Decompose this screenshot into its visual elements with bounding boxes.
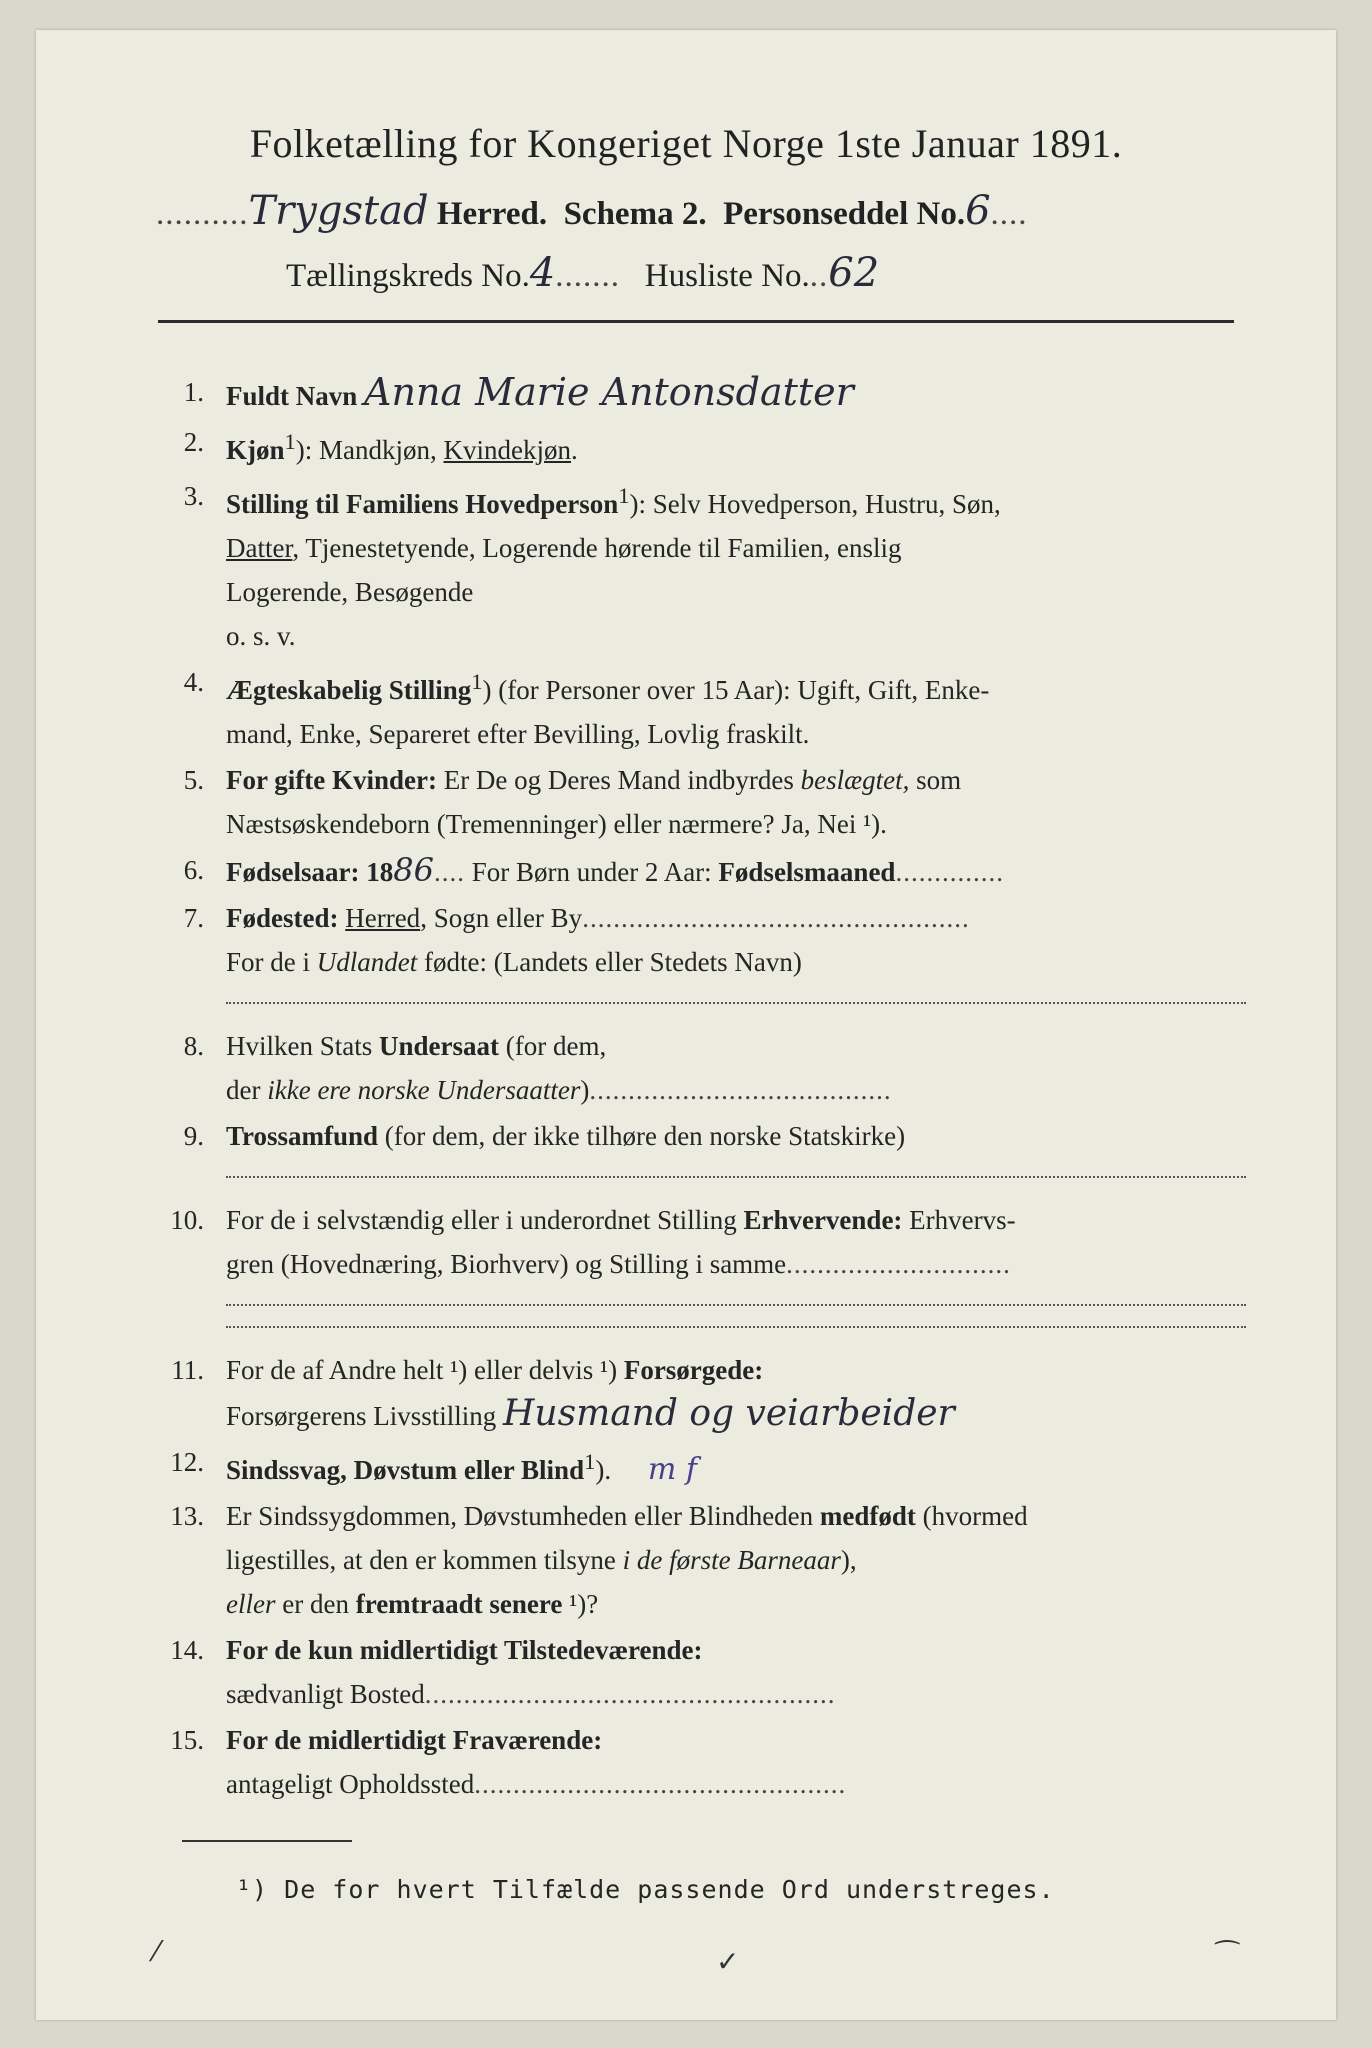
question-text: ): Selv Hovedperson, Hustru, Søn, [629, 489, 1001, 519]
question-text: Hvilken Stats [226, 1031, 379, 1061]
question-label: For de midlertidigt Fraværende: [226, 1725, 603, 1755]
question-list [156, 370, 1246, 1808]
question-number: 7. [183, 903, 204, 933]
question-number: 4. [183, 667, 204, 697]
question-text: ), [840, 1545, 857, 1575]
header-line-herred: ..........Trygstad Herred. Schema 2. Personseddel No.6.... [156, 188, 1028, 234]
question-text: Logerende, Besøgende [226, 577, 474, 607]
answer-line [226, 1304, 1246, 1306]
personseddel-label: Personseddel No. [723, 196, 966, 232]
question-text: (hvormed [915, 1501, 1028, 1531]
question-label: Ægteskabelig Stilling [226, 675, 472, 705]
question-text: For de af Andre helt ¹) eller delvis ¹) [226, 1355, 624, 1385]
footnote-ref: 1 [618, 483, 630, 508]
question-text: Forsørgerens Livsstilling [226, 1401, 497, 1431]
question-6: 6. Fødselsaar: 1886.... For Børn under 2 Aar: Fødselsmaaned.............. [156, 848, 1246, 894]
footnote-ref: 1 [471, 669, 483, 694]
question-12 [156, 1440, 1246, 1492]
question-number: 1. [183, 377, 204, 407]
question-label: For de kun midlertidigt Tilstedeværende: [226, 1635, 703, 1665]
question-label: For gifte Kvinder: [226, 765, 437, 795]
selected-option: Kvindekjøn [443, 435, 572, 465]
question-text: Er De og Deres Mand indbyrdes [436, 765, 801, 795]
selected-option: Herred [345, 903, 421, 933]
question-7: 7. Fødested: Herred, Sogn eller By.................................................. For de i Udlandet fødte: (Landets eller Stedets Navn) [156, 896, 1246, 1004]
question-label: Trossamfund [226, 1121, 379, 1151]
question-text: For de i selvstændig eller i underordnet Stilling [226, 1205, 744, 1235]
question-text: sædvanligt Bosted [226, 1679, 425, 1709]
question-text: ) (for Personer over 15 Aar): Ugift, Gift, Enke- [482, 675, 990, 705]
question-5 [156, 758, 1246, 846]
question-number: 12. [170, 1447, 204, 1477]
schema-label: Schema 2. [563, 196, 707, 232]
question-text: ). [595, 1455, 612, 1485]
question-text: (for dem, [499, 1031, 607, 1061]
question-label: Fuldt Navn [226, 381, 358, 411]
question-text: ¹)? [562, 1589, 599, 1619]
pencil-check-mark: ✓ [716, 1945, 740, 1978]
taellingskreds-number: 4 [529, 250, 556, 296]
question-number: 15. [170, 1725, 204, 1755]
question-label: Forsørgede: [623, 1355, 764, 1385]
taellingskreds-label: Tællingskreds No. [286, 258, 530, 294]
question-number: 2. [183, 427, 204, 457]
question-text: Næstsøskendeborn (Tremenninger) eller nærmere? Ja, Nei ¹). [226, 809, 887, 839]
question-text: o. s. v. [226, 621, 296, 651]
question-text: der [226, 1075, 268, 1105]
question-1 [156, 370, 1246, 418]
birth-year-value: 86 [393, 851, 434, 889]
question-text: eller [226, 1589, 276, 1619]
question-13 [156, 1494, 1246, 1626]
handwritten-mark: m f [647, 1452, 697, 1487]
question-text: ikke ere norske Undersaatter [267, 1075, 581, 1105]
question-text: Er Sindssygdommen, Døvstumheden eller Blindheden [226, 1501, 820, 1531]
question-label: Stilling til Familiens Hovedperson [226, 489, 619, 519]
question-8: 8. Hvilken Stats Undersaat (for dem, der ikke ere norske Undersaatter)....................................... [156, 1024, 1246, 1112]
header-rule [158, 320, 1234, 323]
footnote: ¹) De for hvert Tilfælde passende Ord understreges. [236, 1875, 1055, 1904]
question-text: mand, Enke, Separeret efter Bevilling, Lovlig fraskilt. [226, 719, 810, 749]
question-text: i de første Barneaar [622, 1545, 841, 1575]
question-text: ): Mandkjøn, [295, 435, 444, 465]
question-text: For Børn under 2 Aar: [464, 857, 719, 887]
question-label: Undersaat [379, 1031, 499, 1061]
question-text: Udlandet [316, 947, 418, 977]
question-label: Fødselsaar: 18 [226, 857, 394, 887]
header-line-kreds: Tællingskreds No.4....... Husliste No...62 [286, 250, 880, 296]
question-text: gren (Hovednæring, Biorhverv) og Stilling i samme [226, 1249, 787, 1279]
question-text: er den [275, 1589, 356, 1619]
husliste-label: Husliste No. [644, 258, 810, 294]
question-text: beslægtet, [800, 765, 910, 795]
question-number: 8. [183, 1031, 204, 1061]
question-label: Erhvervende: [743, 1205, 903, 1235]
question-number: 11. [171, 1355, 204, 1385]
herred-label: Herred. [436, 196, 548, 232]
question-text: ligestilles, at den er kommen tilsyne [226, 1545, 623, 1575]
pencil-tick-mark: ⁀ [1216, 1940, 1239, 1973]
question-9 [156, 1114, 1246, 1178]
answer-line [226, 1326, 1246, 1328]
question-label: Fødested: [226, 903, 339, 933]
question-text: (for dem, der ikke tilhøre den norske Statskirke) [378, 1121, 906, 1151]
question-15: 15. For de midlertidigt Fraværende: antageligt Opholdssted................................................ [156, 1718, 1246, 1806]
question-text: som [909, 765, 962, 795]
question-number: 6. [183, 855, 204, 885]
pencil-tick-mark: ⁄ [154, 1935, 159, 1968]
personseddel-number: 6 [965, 188, 991, 234]
question-text: ) [580, 1075, 590, 1105]
husliste-number: 62 [828, 250, 880, 296]
footnote-ref: 1 [284, 429, 296, 454]
census-form-page [36, 30, 1336, 2020]
answer-line [226, 1002, 1246, 1004]
question-3 [156, 474, 1246, 658]
question-label: Fødselsmaaned [718, 857, 896, 887]
question-text: fødte: (Landets eller Stedets Navn) [417, 947, 802, 977]
question-text: , Sogn eller By [420, 903, 583, 933]
question-number: 5. [183, 765, 204, 795]
question-text: . [571, 435, 578, 465]
provider-occupation-value: Husmand og veiarbeider [503, 1393, 955, 1434]
answer-line [226, 1176, 1246, 1178]
question-label: Kjøn [226, 435, 285, 465]
selected-option: Datter [226, 533, 293, 563]
question-label: Sindssvag, Døvstum eller Blind [226, 1455, 585, 1485]
question-4 [156, 660, 1246, 756]
question-text: , Tjenestetyende, Logerende hørende til Familien, enslig [292, 533, 902, 563]
question-number: 10. [170, 1205, 204, 1235]
question-10: 10. For de i selvstændig eller i underordnet Stilling Erhvervende: Erhvervs- gren (Hovednæring, Biorhverv) og Stilling i samme............................. [156, 1198, 1246, 1328]
question-2 [156, 420, 1246, 472]
full-name-value: Anna Marie Antonsdatter [364, 370, 854, 414]
question-number: 13. [170, 1501, 204, 1531]
question-14: 14. For de kun midlertidigt Tilstedeværende: sædvanligt Bosted..................................................... [156, 1628, 1246, 1716]
question-11 [156, 1348, 1246, 1438]
question-number: 9. [183, 1121, 204, 1151]
question-label: medfødt [819, 1501, 916, 1531]
question-number: 3. [183, 481, 204, 511]
herred-name: Trygstad [248, 188, 429, 234]
footnote-ref: 1 [584, 1449, 596, 1474]
footnote-rule [182, 1840, 352, 1842]
form-title: Folketælling for Kongeriget Norge 1ste Januar 1891. [249, 121, 1123, 166]
question-text: Erhvervs- [902, 1205, 1016, 1235]
question-label: fremtraadt senere [355, 1589, 563, 1619]
question-text: For de i [226, 947, 317, 977]
question-text: antageligt Opholdssted [226, 1769, 475, 1799]
question-number: 14. [170, 1635, 204, 1665]
